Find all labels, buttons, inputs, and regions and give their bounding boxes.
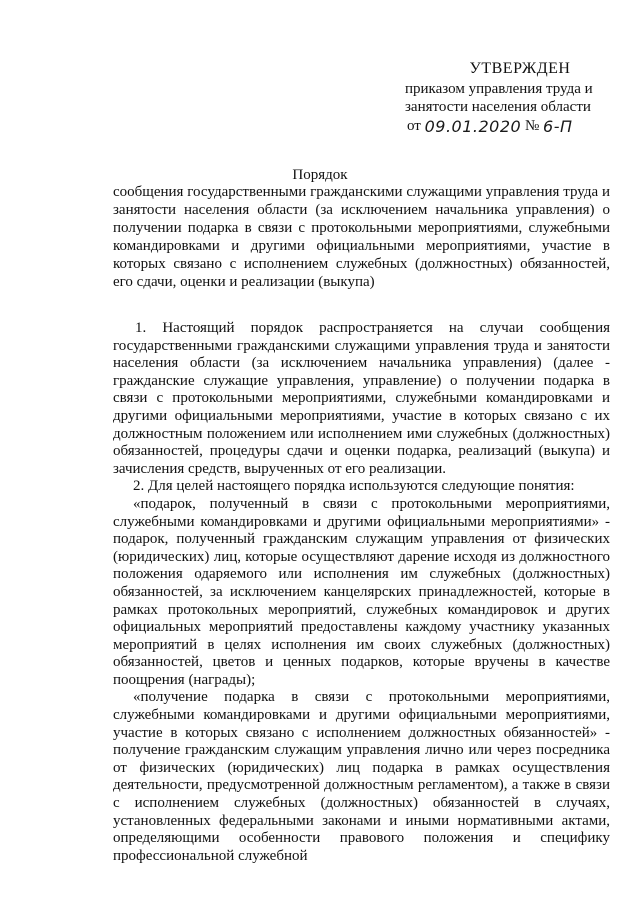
handwritten-date: 09.01.2020 bbox=[424, 117, 522, 136]
document-subtitle: сообщения государственными гражданскими служащими управления труда и занятости населения области (за исключением начальника управления) о получении подарка в связи с протокольными мероприятиями, служебными командировками и другими официальными мероприятиями, участие в которых связано с исполнением служебных (должностных) обязанностей, его сдачи, оценки и реализации (выкупа) bbox=[113, 184, 610, 290]
number-prefix: № bbox=[524, 118, 540, 134]
document-body bbox=[113, 320, 610, 865]
date-prefix: от bbox=[407, 118, 421, 134]
paragraph-2: 2. Для целей настоящего порядка используются следующие понятия: bbox=[133, 478, 575, 495]
approval-date-line bbox=[407, 116, 615, 135]
paragraph-3: «подарок, полученный в связи с протокольными мероприятиями, служебными командировками и другими официальными мероприятиями» - подарок, полученный гражданским служащим управления от физических (юридических) лиц, которые осуществляют дарение исходя из должностного положения одаряемого или исполнения им служебных (должностных) обязанностей, за исключением канцелярских принадлежностей, которые в рамках протокольных мероприятий, служебных командировок и других официальных мероприятий предоставлены каждому участнику указанных мероприятий в целях исполнения им своих служебных (должностных) обязанностей, цветов и ценных подарков, которые вручены в качестве поощрения (награды); bbox=[113, 495, 610, 688]
approval-title: УТВЕРЖДЕН bbox=[469, 60, 571, 77]
handwritten-number: 6-П bbox=[543, 117, 573, 136]
approval-line-2: занятости населения области bbox=[405, 99, 591, 115]
paragraph-4: «получение подарка в связи с протокольными мероприятиями, служебными командировками и другими официальными мероприятиями, участие в которых связано с исполнением должностных обязанностей» - получение гражданским служащим управления лично или через посредника от физических (юридических) лиц подарка в рамках осуществления деятельности, предусмотренной должностным регламентом), а также в связи с исполнением служебных (должностных) обязанностей в случаях, установленных федеральными законами и иными нормативными актами, определяющими особенности правового положения и специфику профессиональной служебной bbox=[113, 689, 610, 864]
approval-line-1: приказом управления труда и bbox=[405, 81, 593, 97]
paragraph-1: 1. Настоящий порядок распространяется на случаи сообщения государственными гражданскими служащими управления труда и занятости населения области (за исключением начальника управления) (далее - гражданские служащие управления, управление) о получении подарка в связи с протокольными мероприятиями, служебными командировками и другими официальными мероприятиями, участие в которых связано с их должностным положением или исполнением ими служебных (должностных) обязанностей, процедуры сдачи и оценки подарка, реализаций (выкупа) и зачисления средств, вырученных от его реализации. bbox=[113, 320, 610, 477]
approval-block bbox=[405, 60, 615, 135]
document-title: Порядок bbox=[292, 167, 348, 183]
